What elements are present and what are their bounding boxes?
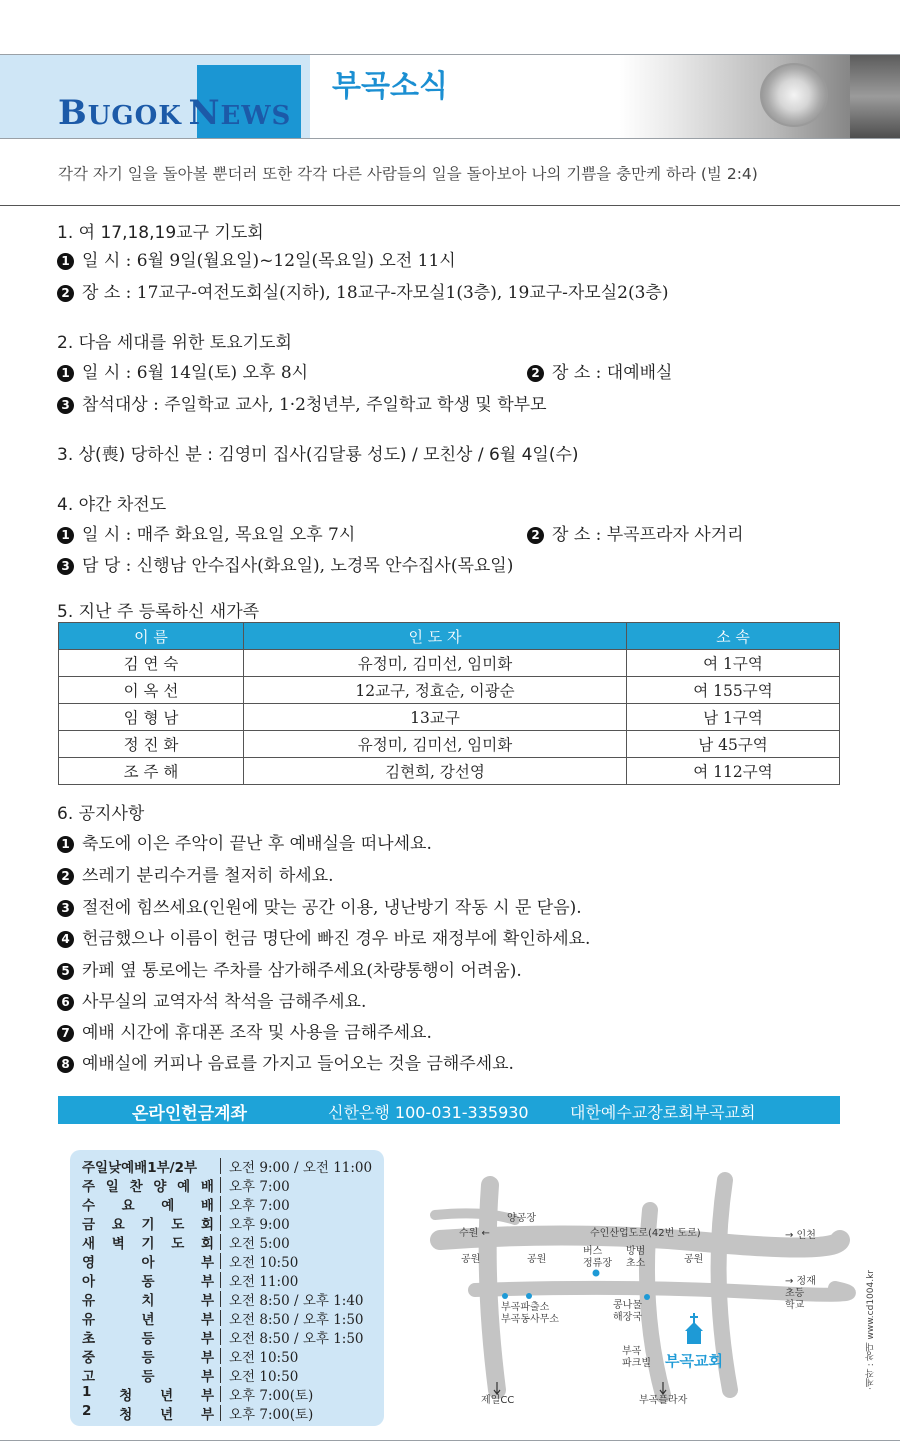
- schedule-service-name: 1 청 년 부: [82, 1384, 214, 1404]
- table-row: [59, 677, 840, 704]
- cell-guide: 13교구: [244, 704, 627, 731]
- brand-logo: BUGOK NEWS: [58, 93, 292, 133]
- cell-guide: 김현희, 강선영: [244, 758, 627, 785]
- table-row: [59, 704, 840, 731]
- map-label-park-2: 공원: [527, 1254, 547, 1265]
- schedule-time: 오전 11:00: [229, 1274, 299, 1290]
- schedule-time: 오전 8:50 / 오후 1:50: [229, 1312, 364, 1328]
- map-label-jeongjae-school: → 정재 초등 학교: [785, 1276, 816, 1311]
- schedule-service-name: 새 벽 기 도 회: [82, 1236, 214, 1252]
- map-label-police-box: 방범 초소: [626, 1246, 646, 1269]
- bullet-7-icon: 7: [57, 1025, 74, 1042]
- cell-name: 조 주 해: [59, 758, 244, 785]
- wood-stump-image: [760, 63, 828, 127]
- table-row: [59, 758, 840, 785]
- col-guide-header: 인 도 자: [244, 623, 627, 650]
- schedule-service-name: 중 등 부: [82, 1350, 214, 1366]
- schedule-divider: [220, 1234, 221, 1250]
- bullet-3-icon: 3: [57, 397, 74, 414]
- schedule-time: 오전 10:50: [229, 1369, 299, 1385]
- new-family-table: [58, 622, 840, 785]
- cell-name: 이 옥 선: [59, 677, 244, 704]
- cell-name: 김 연 숙: [59, 650, 244, 677]
- cell-group: 남 1구역: [627, 704, 840, 731]
- section-4-line-1b: 2 장 소 : 부곡프라자 사거리: [527, 520, 744, 545]
- bullet-1-icon: 1: [57, 527, 74, 544]
- map-label-park-1: 공원: [461, 1254, 481, 1265]
- map-label-church: 부곡교회: [665, 1352, 723, 1370]
- map-label-road: 수인산업도로(42번 도로): [590, 1228, 701, 1239]
- bullet-5-icon: 5: [57, 963, 74, 980]
- bullet-4-icon: 4: [57, 931, 74, 948]
- schedule-service-name: 수 요 예 배: [82, 1198, 214, 1214]
- schedule-time: 오후 9:00: [229, 1217, 290, 1233]
- notice-item: 1 축도에 이은 주악이 끝난 후 예배실을 떠나세요.: [57, 829, 432, 854]
- cell-group: 여 155구역: [627, 677, 840, 704]
- section-6-title: 6. 공지사항: [57, 804, 145, 824]
- bullet-3-icon: 3: [57, 558, 74, 575]
- bullet-1-icon: 1: [57, 253, 74, 270]
- table-row: [59, 650, 840, 677]
- section-4-line-1: 1 일 시 : 매주 화요일, 목요일 오후 7시: [57, 520, 355, 545]
- map-label-plaza: 부곡플라자: [639, 1395, 688, 1406]
- map-label-incheon: → 인천: [785, 1230, 816, 1241]
- map-label-park-3: 공원: [684, 1254, 704, 1265]
- bullet-1-icon: 1: [57, 365, 74, 382]
- cell-guide: 유정미, 김미선, 임미화: [244, 731, 627, 758]
- schedule-divider: [220, 1215, 221, 1231]
- map-label-jeilcc: 제일CC: [481, 1395, 515, 1406]
- schedule-time: 오후 7:00: [229, 1198, 290, 1214]
- cell-group: 남 45구역: [627, 731, 840, 758]
- section-2-line-1b: 2 장 소 : 대예배실: [527, 358, 672, 383]
- header-photo: [620, 55, 900, 138]
- schedule-divider: [220, 1272, 221, 1288]
- cell-name: 임 형 남: [59, 704, 244, 731]
- col-group-header: 소 속: [627, 623, 840, 650]
- col-name-header: 이 름: [59, 623, 244, 650]
- notice-item: 2 쓰레기 분리수거를 철저히 하세요.: [57, 861, 334, 886]
- newsletter-header: [0, 55, 900, 138]
- schedule-divider: [220, 1158, 221, 1174]
- map-label-bus-stop: 버스 정류장: [583, 1246, 612, 1269]
- bullet-6-icon: 6: [57, 994, 74, 1011]
- cell-group: 여 112구역: [627, 758, 840, 785]
- bullet-3-icon: 3: [57, 900, 74, 917]
- notice-item: 6 사무실의 교역자석 착석을 금해주세요.: [57, 987, 366, 1012]
- schedule-divider: [220, 1177, 221, 1193]
- schedule-service-name: 아 동 부: [82, 1274, 214, 1290]
- offering-account: 신한은행 100-031-335930: [328, 1103, 529, 1122]
- schedule-time: 오후 7:00(토): [229, 1407, 314, 1423]
- map-label-substation: 부곡파출소 부곡동사무소: [501, 1302, 559, 1325]
- bullet-2-icon: 2: [527, 527, 544, 544]
- section-4-line-2: 3 담 당 : 신행남 안수집사(화요일), 노경목 안수집사(목요일): [57, 551, 513, 576]
- schedule-time: 오전 10:50: [229, 1350, 299, 1366]
- bullet-2-icon: 2: [57, 285, 74, 302]
- schedule-service-name: 주일낮예배1부/2부: [82, 1160, 198, 1176]
- schedule-service-name: 초 등 부: [82, 1331, 214, 1347]
- section-1-line-1: 1 일 시 : 6월 9일(월요일)~12일(목요일) 오전 11시: [57, 246, 456, 271]
- section-1-title: 1. 여 17,18,19교구 기도회: [57, 223, 264, 243]
- schedule-divider: [220, 1291, 221, 1307]
- section-2-title: 2. 다음 세대를 위한 토요기도회: [57, 333, 292, 353]
- verse-divider: [0, 205, 900, 206]
- online-offering-bar: [58, 1096, 840, 1124]
- schedule-service-name: 유 치 부: [82, 1293, 214, 1309]
- notice-item: 4 헌금했으나 이름이 헌금 명단에 빠진 경우 바로 재정부에 확인하세요.: [57, 924, 590, 949]
- offering-label: 온라인헌금계좌: [132, 1104, 247, 1124]
- schedule-service-name: 유 년 부: [82, 1312, 214, 1328]
- cell-guide: 유정미, 김미선, 임미화: [244, 650, 627, 677]
- schedule-time: 오전 8:50 / 오후 1:40: [229, 1293, 364, 1309]
- schedule-time: 오전 10:50: [229, 1255, 299, 1271]
- notice-item: 8 예배실에 커피나 음료를 가지고 들어오는 것을 금해주세요.: [57, 1049, 514, 1074]
- schedule-service-name: 금 요 기 도 회: [82, 1217, 214, 1233]
- offering-holder: 대한예수교장로회부곡교회: [570, 1103, 756, 1122]
- cell-guide: 12교구, 정효순, 이광순: [244, 677, 627, 704]
- map-label-parkville: 부곡 파크빌: [622, 1346, 651, 1369]
- schedule-time: 오전 8:50 / 오후 1:50: [229, 1331, 364, 1347]
- schedule-service-name: 주 일 찬 양 예 배: [82, 1179, 214, 1195]
- location-map: [425, 1170, 865, 1420]
- map-label-kongnamul: 콩나물 해장국: [613, 1300, 642, 1323]
- schedule-service-name: 고 등 부: [82, 1369, 214, 1385]
- section-1-line-2: 2 장 소 : 17교구-여전도회실(지하), 18교구-자모실1(3층), 19교구-자모실2(3층): [57, 278, 668, 303]
- section-5-title: 5. 지난 주 등록하신 새가족: [57, 602, 260, 622]
- cell-name: 정 진 화: [59, 731, 244, 758]
- schedule-time: 오전 5:00: [229, 1236, 290, 1252]
- schedule-divider: [220, 1253, 221, 1269]
- bullet-1-icon: 1: [57, 836, 74, 853]
- section-3-title: 3. 상(喪) 당하신 분 : 김영미 집사(김달룡 성도) / 모친상 / 6월 4일(수): [57, 445, 579, 465]
- schedule-divider: [220, 1348, 221, 1364]
- bottom-border: [0, 1440, 900, 1441]
- map-label-yanggongjang: 양공장: [507, 1213, 536, 1224]
- notice-item: 5 카페 옆 통로에는 주차를 삼가해주세요(차량통행이 어려움).: [57, 956, 522, 981]
- bullet-2-icon: 2: [527, 365, 544, 382]
- table-header-row: [59, 623, 840, 650]
- bullet-8-icon: 8: [57, 1056, 74, 1073]
- schedule-divider: [220, 1367, 221, 1383]
- cell-group: 여 1구역: [627, 650, 840, 677]
- schedule-service-name: 2 청 년 부: [82, 1403, 214, 1423]
- schedule-divider: [220, 1329, 221, 1345]
- schedule-service-name: 영 아 부: [82, 1255, 214, 1271]
- credit-text: ·제작 : 창대 www.cd1004.kr: [866, 1270, 876, 1390]
- section-2-line-1: 1 일 시 : 6월 14일(토) 오후 8시: [57, 358, 308, 383]
- notice-item: 3 절전에 힘쓰세요(인원에 맞는 공간 이용, 냉난방기 작동 시 문 닫음).: [57, 893, 582, 918]
- map-label-suwon: 수원 ←: [459, 1228, 490, 1239]
- schedule-time: 오전 9:00 / 오전 11:00: [229, 1160, 373, 1176]
- schedule-divider: [220, 1405, 221, 1421]
- tree-bark-image: [850, 55, 900, 138]
- schedule-time: 오후 7:00(토): [229, 1388, 314, 1404]
- schedule-divider: [220, 1310, 221, 1326]
- section-2-line-2: 3 참석대상 : 주일학교 교사, 1·2청년부, 주일학교 학생 및 학부모: [57, 390, 547, 415]
- bullet-2-icon: 2: [57, 868, 74, 885]
- bible-verse: 각각 자기 일을 돌아볼 뿐더러 또한 각각 다른 사람들의 일을 돌아보아 나의 기쁨을 충만케 하라 (빌 2:4): [58, 165, 758, 183]
- schedule-divider: [220, 1196, 221, 1212]
- table-row: [59, 731, 840, 758]
- notice-item: 7 예배 시간에 휴대폰 조작 및 사용을 금해주세요.: [57, 1018, 432, 1043]
- page-title: 부곡소식: [332, 69, 448, 104]
- header-bottom-border: [0, 138, 900, 139]
- schedule-divider: [220, 1386, 221, 1402]
- worship-schedule: [70, 1150, 384, 1426]
- schedule-time: 오후 7:00: [229, 1179, 290, 1195]
- section-4-title: 4. 야간 차전도: [57, 495, 167, 515]
